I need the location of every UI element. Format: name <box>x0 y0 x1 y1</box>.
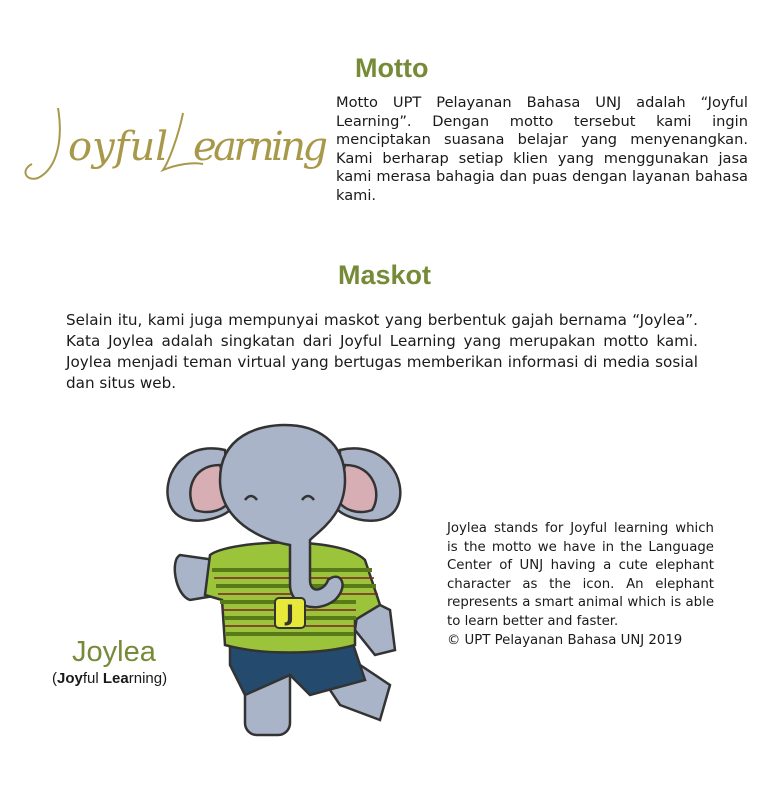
bold-lea: Lea <box>102 670 129 687</box>
copyright-text: © UPT Pelayanan Bahasa UNJ 2019 <box>447 632 683 648</box>
mascot-description-block <box>447 520 714 650</box>
bold-joy: Joy <box>57 670 83 687</box>
motto-paragraph: Motto UPT Pelayanan Bahasa UNJ adalah “Joyful Learning”. Dengan motto tersebut kami ingin menciptakan suasana belajar yang menyenangkan. Kami berharap setiap klien yang menggunakan jasa kami merasa bahagia dan puas dengan layanan bahasa kami. <box>336 94 748 204</box>
mascot-name-expansion <box>52 670 167 687</box>
motto-heading: Motto <box>355 53 429 83</box>
ful: ful <box>82 670 103 687</box>
joyful-learning-script-logo <box>18 98 333 188</box>
paren: ( <box>52 670 57 687</box>
mascot-description: Joylea stands for Joyful learning which is the motto we have in the Language Center of UNJ having a cute elephant character as the icon. An elephant represents a smart animal which is able to learn better and faster. <box>447 521 714 629</box>
svg-text:earning: earning <box>193 124 328 170</box>
mascot-name: Joylea <box>72 636 156 668</box>
maskot-paragraph: Selain itu, kami juga mempunyai maskot yang berbentuk gajah bernama “Joylea”. Kata Joylea adalah singkatan dari Joyful Learning yang merupakan motto kami. Joylea menjadi teman virtual yang bertugas memberikan informasi di media sosial dan situs web. <box>66 311 698 392</box>
svg-text:oyful: oyful <box>68 124 168 170</box>
joylea-elephant-illustration <box>150 420 420 750</box>
maskot-heading: Maskot <box>338 260 432 290</box>
shirt-letter: J <box>285 602 295 627</box>
rning: rning) <box>128 670 168 687</box>
